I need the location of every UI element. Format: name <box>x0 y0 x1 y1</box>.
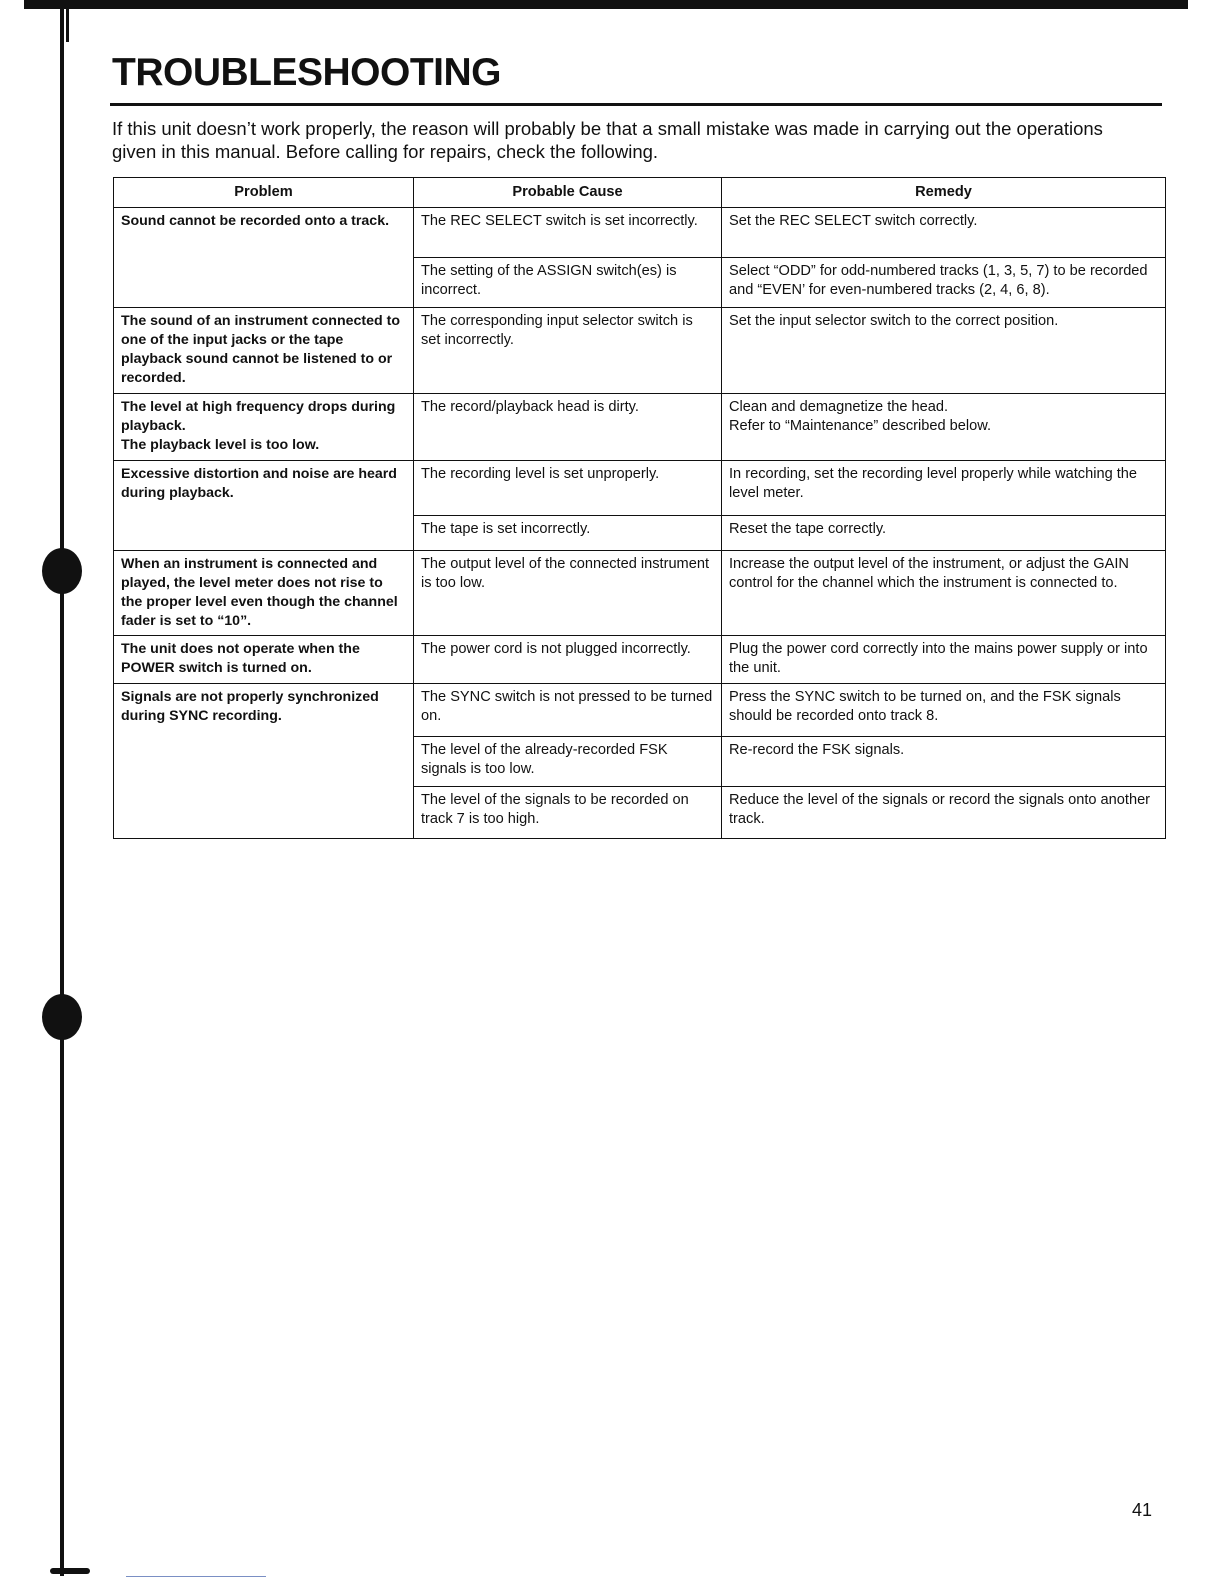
table-row <box>114 684 1166 737</box>
troubleshooting-table <box>113 177 1166 839</box>
intro-paragraph: If this unit doesn’t work properly, the reason will probably be that a small mistake was made in carrying out the operations given in this manual. Before calling for repairs, check the following. <box>112 118 1103 162</box>
header-remedy: Remedy <box>722 178 1166 208</box>
table-row <box>114 636 1166 684</box>
problem-cell: When an instrument is connected and played, the level meter does not rise to the proper level even though the channel fader is set to “10”. <box>114 551 414 636</box>
remedy-cell: Plug the power cord correctly into the mains power supply or into the unit. <box>722 636 1166 684</box>
remedy-cell: Set the REC SELECT switch correctly. <box>722 208 1166 258</box>
cause-cell: The setting of the ASSIGN switch(es) is incorrect. <box>414 258 722 308</box>
remedy-cell: Set the input selector switch to the correct position. <box>722 308 1166 394</box>
punch-hole <box>42 548 82 594</box>
remedy-cell: Select “ODD” for odd-numbered tracks (1, 3, 5, 7) to be recorded and “EVEN’ for even-numbered tracks (2, 4, 6, 8). <box>722 258 1166 308</box>
title-rule <box>110 103 1162 106</box>
header-problem: Problem <box>114 178 414 208</box>
problem-cell: Signals are not properly synchronized during SYNC recording. <box>114 684 414 839</box>
binding-hook <box>52 8 69 42</box>
header-probable-cause: Probable Cause <box>414 178 722 208</box>
cause-cell: The tape is set incorrectly. <box>414 516 722 551</box>
cause-cell: The SYNC switch is not pressed to be turned on. <box>414 684 722 737</box>
binding-tail <box>50 1568 90 1574</box>
problem-cell: The unit does not operate when the POWER switch is turned on. <box>114 636 414 684</box>
remedy-cell: Increase the output level of the instrument, or adjust the GAIN control for the channel which the instrument is connected to. <box>722 551 1166 636</box>
top-border <box>24 0 1188 9</box>
cause-cell: The record/playback head is dirty. <box>414 394 722 461</box>
remedy-cell: Press the SYNC switch to be turned on, and the FSK signals should be recorded onto track 8. <box>722 684 1166 737</box>
table-row <box>114 551 1166 636</box>
punch-hole <box>42 994 82 1040</box>
page-title: TROUBLESHOOTING <box>112 51 501 94</box>
problem-cell: The level at high frequency drops during playback. The playback level is too low. <box>114 394 414 461</box>
table-row <box>114 308 1166 394</box>
cause-cell: The power cord is not plugged incorrectly. <box>414 636 722 684</box>
cause-cell: The level of the already-recorded FSK signals is too low. <box>414 737 722 787</box>
remedy-cell: In recording, set the recording level properly while watching the level meter. <box>722 461 1166 516</box>
table-row <box>114 208 1166 258</box>
page-number: 41 <box>1132 1500 1153 1520</box>
problem-cell: The sound of an instrument connected to one of the input jacks or the tape playback sound cannot be listened to or recorded. <box>114 308 414 394</box>
cause-cell: The recording level is set unproperly. <box>414 461 722 516</box>
remedy-cell: Reduce the level of the signals or record the signals onto another track. <box>722 787 1166 839</box>
problem-cell: Excessive distortion and noise are heard during playback. <box>114 461 414 551</box>
table-header-row <box>114 178 1166 208</box>
problem-cell: Sound cannot be recorded onto a track. <box>114 208 414 308</box>
cause-cell: The REC SELECT switch is set incorrectly. <box>414 208 722 258</box>
table-row <box>114 461 1166 516</box>
remedy-cell: Reset the tape correctly. <box>722 516 1166 551</box>
table-row <box>114 394 1166 461</box>
cause-cell: The level of the signals to be recorded on track 7 is too high. <box>414 787 722 839</box>
binding-spine <box>60 8 64 1576</box>
remedy-cell: Re-record the FSK signals. <box>722 737 1166 787</box>
cause-cell: The output level of the connected instrument is too low. <box>414 551 722 636</box>
remedy-cell: Clean and demagnetize the head. Refer to “Maintenance” described below. <box>722 394 1166 461</box>
cause-cell: The corresponding input selector switch is set incorrectly. <box>414 308 722 394</box>
footer-line <box>126 1576 266 1577</box>
